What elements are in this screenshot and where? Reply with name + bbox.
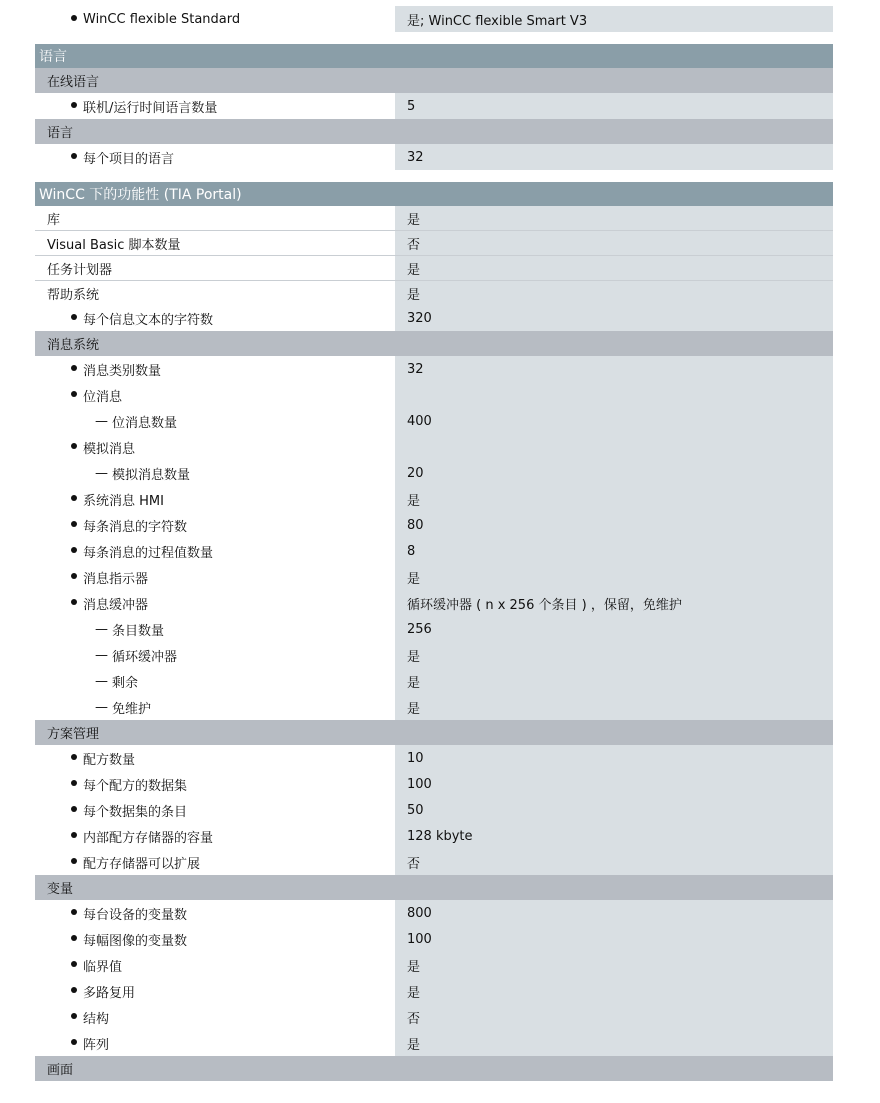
subsection-header: [35, 1056, 833, 1081]
spec-label-text: 内部配方存储器的容量: [83, 830, 214, 846]
spec-label-text: 循环缓冲器: [112, 649, 178, 665]
spec-value: 100: [395, 926, 833, 952]
dash-marker: —: [95, 413, 108, 429]
spec-label-text: 消息指示器: [83, 571, 149, 587]
bullet-icon: [71, 1013, 77, 1019]
spec-row: [35, 1004, 833, 1030]
spec-row: [35, 668, 833, 694]
spec-label-text: 每幅图像的变量数: [83, 933, 188, 949]
spec-label: [35, 849, 395, 875]
spec-row: [35, 926, 833, 952]
dash-marker: —: [95, 621, 108, 637]
spec-label-text: 消息类别数量: [83, 363, 162, 379]
section-title-wincc: WinCC 下的功能性 (TIA Portal): [35, 182, 833, 206]
spec-value: 800: [395, 900, 833, 926]
bullet-icon: [71, 832, 77, 838]
spec-label-text: 系统消息 HMI: [83, 493, 164, 509]
spec-value: 8: [395, 538, 833, 564]
spec-value: 128 kbyte: [395, 823, 833, 849]
spec-label-text: 联机/运行时间语言数量: [83, 100, 218, 116]
spec-value: [395, 434, 833, 460]
spec-label-text: WinCC flexible Standard: [83, 11, 241, 27]
spec-label: [35, 144, 395, 170]
spec-label-text: 配方数量: [83, 752, 136, 768]
spec-value: 32: [395, 144, 833, 170]
spec-label: 任务计划器: [35, 256, 395, 280]
spec-label-text: 位消息: [83, 389, 123, 405]
spec-value: 是: [395, 642, 833, 668]
spec-label: [35, 668, 395, 694]
bullet-icon: [71, 961, 77, 967]
spec-value: 是: [395, 564, 833, 590]
spec-table: [35, 6, 833, 1081]
spec-label-text: 每条消息的过程值数量: [83, 545, 214, 561]
subsection-header: [35, 875, 833, 900]
spec-value: 是: [395, 206, 833, 230]
spec-label: [35, 978, 395, 1004]
spec-value: 80: [395, 512, 833, 538]
spec-label: [35, 616, 395, 642]
spec-label-text: 剩余: [112, 675, 139, 691]
spec-label: [35, 434, 395, 460]
spec-row: [35, 616, 833, 642]
spec-row: [35, 952, 833, 978]
spec-label: [35, 512, 395, 538]
subsection-header-label: 消息系统: [47, 338, 100, 353]
spec-label-text: 每个配方的数据集: [83, 778, 188, 794]
bullet-icon: [71, 806, 77, 812]
spec-row: [35, 849, 833, 875]
bullet-icon: [71, 909, 77, 915]
bullet-icon: [71, 547, 77, 553]
spec-row: [35, 538, 833, 564]
subsection-header-label: 语言: [35, 119, 395, 144]
spec-label: [35, 952, 395, 978]
spec-row: [35, 93, 833, 119]
spec-row: [35, 460, 833, 486]
spec-row: [35, 408, 833, 434]
spec-label: [35, 93, 395, 119]
dash-marker: —: [95, 465, 108, 481]
spec-value: 否: [395, 849, 833, 875]
spec-row: [35, 978, 833, 1004]
spec-label: [35, 771, 395, 797]
subsection-header-label: 画面: [47, 1063, 74, 1078]
spec-row: [35, 256, 833, 281]
spec-value: 是: [395, 694, 833, 720]
bullet-icon: [71, 15, 77, 21]
spec-row: [35, 356, 833, 382]
spec-value: 是; WinCC flexible Smart V3: [395, 6, 833, 32]
bullet-icon: [71, 987, 77, 993]
spec-label: [35, 745, 395, 771]
recipes-list: [35, 745, 833, 875]
spec-row: [35, 305, 833, 331]
subsection-header-label: 变量: [47, 882, 74, 897]
spec-row: [35, 6, 833, 32]
spec-label: [35, 1030, 395, 1056]
dash-marker: —: [95, 673, 108, 689]
spec-label: [35, 356, 395, 382]
spec-label-text: 消息缓冲器: [83, 597, 149, 613]
spec-row: [35, 512, 833, 538]
spec-value: 循环缓冲器 ( n x 256 个条目 ) ，保留，免维护: [395, 590, 833, 616]
spec-row: [35, 231, 833, 256]
spec-label-text: 多路复用: [83, 985, 136, 1001]
spec-value: 5: [395, 93, 833, 119]
spec-label: [35, 590, 395, 616]
spec-value: 是: [395, 668, 833, 694]
spec-row: [35, 281, 833, 305]
spec-row: [35, 771, 833, 797]
bullet-icon: [71, 780, 77, 786]
spec-label-text: 每个信息文本的字符数: [83, 312, 214, 328]
spec-row: [35, 564, 833, 590]
spec-row: [35, 434, 833, 460]
variables-list: [35, 900, 833, 1056]
spacer: [35, 32, 833, 44]
spec-value: 是: [395, 1030, 833, 1056]
spec-label-text: 配方存储器可以扩展: [83, 856, 201, 872]
bullet-icon: [71, 495, 77, 501]
spec-label: [35, 797, 395, 823]
spec-row: [35, 797, 833, 823]
spec-value: 32: [395, 356, 833, 382]
bullet-icon: [71, 754, 77, 760]
spec-value: 320: [395, 305, 833, 331]
subsection-header: [35, 331, 833, 356]
spec-row: [35, 900, 833, 926]
spec-label-text: 模拟消息: [83, 441, 136, 457]
spec-label: [35, 926, 395, 952]
spec-label: [35, 6, 395, 32]
spec-label: [35, 382, 395, 408]
spec-row: [35, 694, 833, 720]
spec-label: [35, 1004, 395, 1030]
spec-row: [35, 1030, 833, 1056]
subsection-header: [35, 119, 833, 144]
bullet-icon: [71, 573, 77, 579]
spec-value: 是: [395, 978, 833, 1004]
spec-label: [35, 408, 395, 434]
bullet-icon: [71, 858, 77, 864]
spec-label: 库: [35, 206, 395, 230]
spec-label: [35, 642, 395, 668]
bullet-icon: [71, 365, 77, 371]
bullet-icon: [71, 599, 77, 605]
spec-label: [35, 900, 395, 926]
spec-value: 否: [395, 1004, 833, 1030]
spec-row: [35, 382, 833, 408]
spec-value: 20: [395, 460, 833, 486]
spec-row: [35, 144, 833, 170]
spec-label-text: 模拟消息数量: [112, 467, 191, 483]
spacer: [35, 170, 833, 182]
spec-label-text: 免维护: [112, 701, 152, 717]
spec-value: 是: [395, 486, 833, 512]
spec-label: [35, 823, 395, 849]
dash-marker: —: [95, 647, 108, 663]
spec-row: [35, 823, 833, 849]
spec-label: [35, 538, 395, 564]
subsection-header: [35, 720, 833, 745]
messages-list: [35, 356, 833, 720]
spec-row: [35, 590, 833, 616]
spec-label-text: 每个项目的语言: [83, 151, 175, 167]
spec-label-text: 每条消息的字符数: [83, 519, 188, 535]
spec-label-text: 结构: [83, 1011, 110, 1027]
spec-row: [35, 486, 833, 512]
bullet-icon: [71, 935, 77, 941]
bullet-icon: [71, 521, 77, 527]
spec-value: 是: [395, 952, 833, 978]
spec-value: [395, 382, 833, 408]
spec-label-text: 每个数据集的条目: [83, 804, 188, 820]
spec-label-text: 临界值: [83, 959, 123, 975]
spec-label: [35, 486, 395, 512]
bullet-icon: [71, 314, 77, 320]
spec-row: [35, 745, 833, 771]
section-title-language: 语言: [35, 44, 833, 68]
spec-value: 是: [395, 256, 833, 280]
dash-marker: —: [95, 699, 108, 715]
bullet-icon: [71, 153, 77, 159]
spec-value: 256: [395, 616, 833, 642]
spec-label: 帮助系统: [35, 281, 395, 305]
spec-value: 100: [395, 771, 833, 797]
spec-value: 10: [395, 745, 833, 771]
bullet-icon: [71, 102, 77, 108]
subsection-header: [35, 68, 833, 93]
spec-label-text: 条目数量: [112, 623, 165, 639]
spec-value: 50: [395, 797, 833, 823]
spec-label-text: 位消息数量: [112, 415, 178, 431]
spec-label: [35, 694, 395, 720]
spec-value: 是: [395, 281, 833, 305]
spec-value: 否: [395, 231, 833, 255]
bullet-icon: [71, 1039, 77, 1045]
spec-label-text: 每台设备的变量数: [83, 907, 188, 923]
spec-row: [35, 206, 833, 231]
spec-value: 400: [395, 408, 833, 434]
spec-row: [35, 642, 833, 668]
subsection-header-label: 在线语言: [47, 75, 100, 90]
bullet-icon: [71, 443, 77, 449]
subsection-header-label: 方案管理: [47, 727, 100, 742]
spec-label: Visual Basic 脚本数量: [35, 231, 395, 255]
spec-label-text: 阵列: [83, 1037, 110, 1053]
spec-label: [35, 460, 395, 486]
spec-label: [35, 305, 395, 331]
spec-label: [35, 564, 395, 590]
bullet-icon: [71, 391, 77, 397]
